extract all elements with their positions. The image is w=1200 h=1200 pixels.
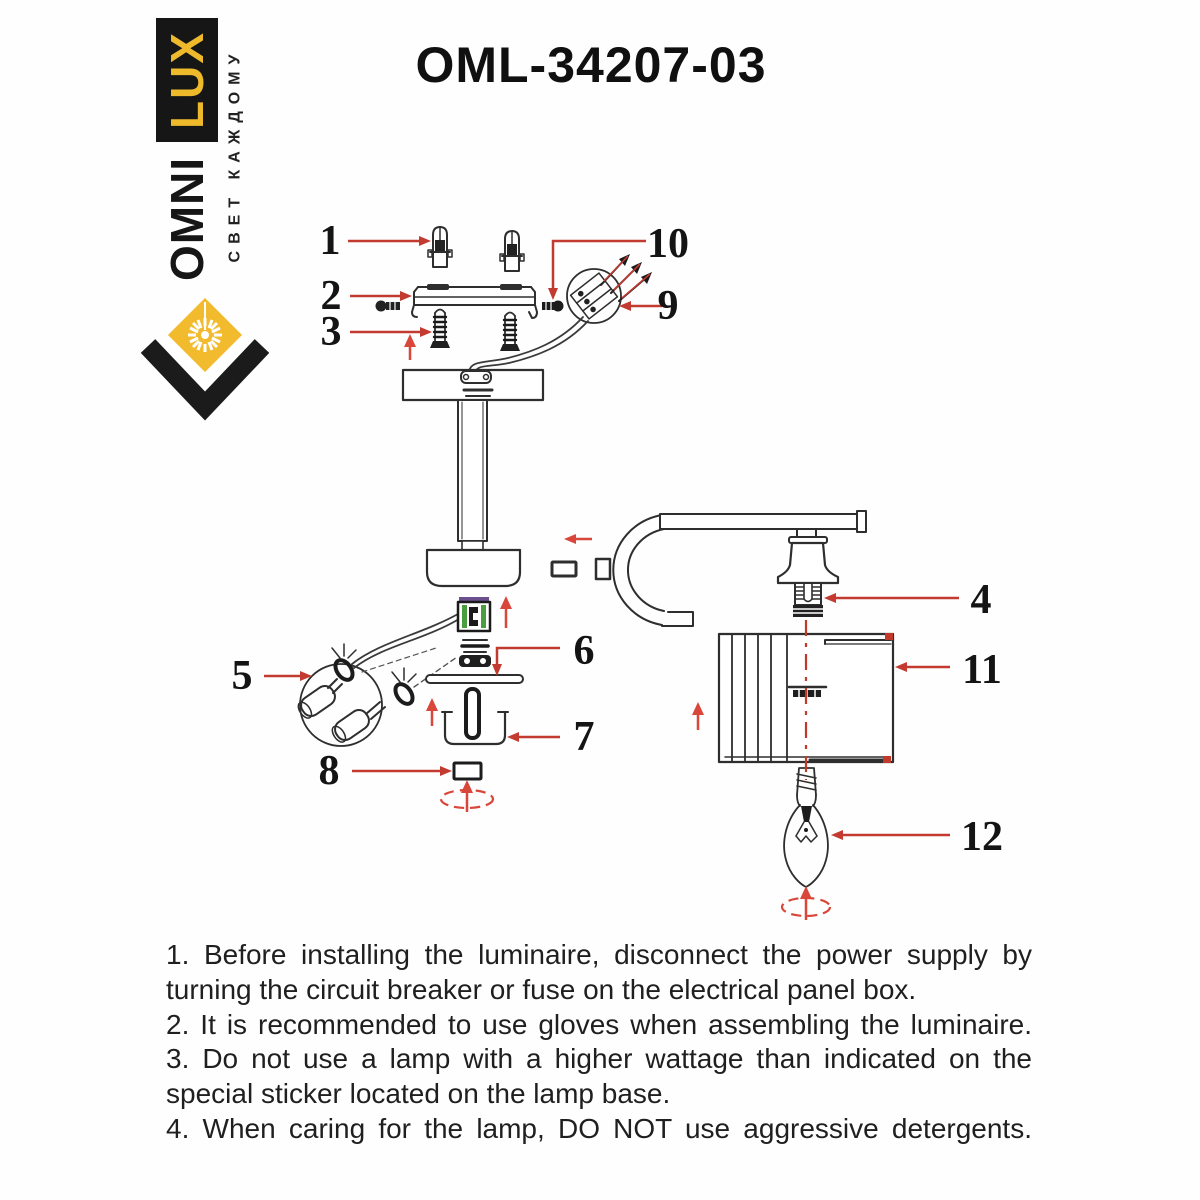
callout-label-11: 11 xyxy=(962,647,1002,693)
power-wire xyxy=(469,317,588,373)
brand-tagline-text: СВЕТ КАЖДОМУ xyxy=(226,47,243,263)
callout-label-6: 6 xyxy=(573,628,595,674)
instruction-line: special sticker located on the lamp base. xyxy=(166,1078,671,1110)
callout-label-10: 10 xyxy=(647,221,689,267)
part-6-disc xyxy=(426,675,523,683)
part-12-bulb xyxy=(784,768,828,887)
instruction-line: 1. Before installing the luminaire, disconnect the power supply by xyxy=(166,939,1032,970)
instruction-line: 4. When caring for the lamp, DO NOT use aggressive detergents. xyxy=(166,1112,1032,1144)
green-connector xyxy=(458,597,490,631)
part-2-screw xyxy=(376,301,401,312)
callout-label-8: 8 xyxy=(318,748,340,794)
canopy xyxy=(403,370,543,400)
part-8-nut xyxy=(454,763,481,779)
coupler-nut xyxy=(552,562,576,576)
callout-label-7: 7 xyxy=(573,714,595,760)
instruction-line: 3. Do not use a lamp with a higher wattage than indicated on the xyxy=(166,1043,1032,1075)
column xyxy=(427,400,520,586)
part-2-bracket xyxy=(412,284,537,318)
callout-label-12: 12 xyxy=(961,814,1003,860)
part-3-screws xyxy=(430,310,520,352)
instructions-block xyxy=(166,938,1032,1147)
instruction-line: 2. It is recommended to use gloves when assembling the luminaire. xyxy=(166,1008,1032,1040)
nipple-and-terminal xyxy=(459,640,491,667)
callout-label-5: 5 xyxy=(231,653,253,699)
part-10-screw xyxy=(542,301,564,312)
callout-label-2: 2 xyxy=(320,273,342,319)
brand-word-omni: OMNI xyxy=(161,156,214,282)
instruction-line: turning the circuit breaker or fuse on the electrical panel box. xyxy=(166,973,917,1005)
callout-label-9: 9 xyxy=(657,283,679,329)
callout-label-4: 4 xyxy=(970,577,992,623)
brand-word-lux: LUX xyxy=(161,31,213,129)
part-1-anchors xyxy=(428,227,524,271)
part-7-cup xyxy=(442,689,508,744)
callout-label-1: 1 xyxy=(319,218,341,264)
callout-label-3: 3 xyxy=(320,309,342,355)
page-title: OML-34207-03 xyxy=(415,37,767,93)
part-4-socket xyxy=(778,529,838,617)
